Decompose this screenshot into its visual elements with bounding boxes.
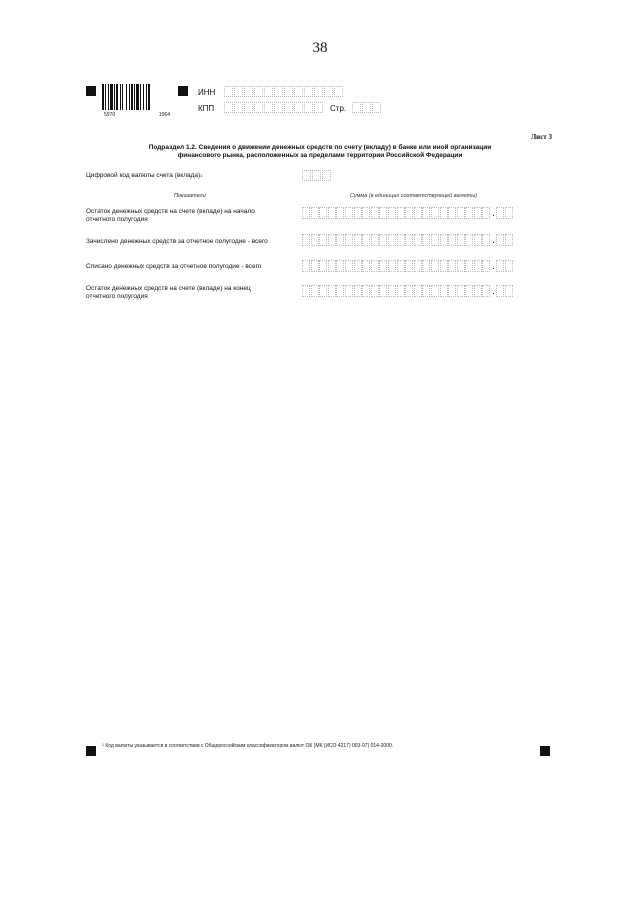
amount-integer-cell[interactable] (448, 234, 456, 246)
amount-integer-cell[interactable] (371, 234, 379, 246)
amount-fraction-cell[interactable] (505, 234, 513, 246)
amount-integer-cell[interactable] (482, 260, 490, 272)
amount-integer-cell[interactable] (388, 234, 396, 246)
amount-integer-cell[interactable] (440, 285, 448, 297)
row-debited-cells[interactable] (302, 260, 513, 272)
amount-fraction-cell[interactable] (496, 260, 504, 272)
amount-integer-cell[interactable] (405, 234, 413, 246)
amount-integer-cell[interactable] (397, 285, 405, 297)
row-label-line2: отчетного полугодия (86, 293, 148, 300)
amount-integer-cell[interactable] (440, 260, 448, 272)
registration-marker-bottom-left (86, 746, 96, 756)
amount-fraction-cell[interactable] (496, 285, 504, 297)
column-amount-heading: Сумма (в единицах соответствующей валюты) (350, 193, 478, 199)
amount-integer-cell[interactable] (362, 234, 370, 246)
inn-cells[interactable] (224, 86, 344, 97)
amount-integer-cell[interactable] (414, 207, 422, 219)
amount-integer-cell[interactable] (311, 285, 319, 297)
amount-integer-cell[interactable] (474, 207, 482, 219)
amount-integer-cell[interactable] (379, 207, 387, 219)
kpp-cells[interactable] (224, 102, 324, 113)
amount-integer-cell[interactable] (465, 234, 473, 246)
kpp-label: КПП (198, 104, 215, 113)
registration-marker-top-left (86, 86, 96, 96)
amount-fraction-cell[interactable] (505, 260, 513, 272)
amount-fraction-cell[interactable] (496, 234, 504, 246)
amount-integer-cell[interactable] (431, 260, 439, 272)
amount-integer-cell[interactable] (422, 260, 430, 272)
amount-integer-cell[interactable] (319, 207, 327, 219)
amount-integer-cell[interactable] (336, 260, 344, 272)
amount-integer-cell[interactable] (440, 207, 448, 219)
amount-integer-cell[interactable] (422, 285, 430, 297)
barcode-bar (120, 84, 121, 110)
amount-integer-cell[interactable] (457, 207, 465, 219)
row-label-line1: Остаток денежных средств на счете (вкладе) на начало (86, 208, 255, 215)
amount-integer-cell[interactable] (362, 260, 370, 272)
amount-integer-cell[interactable] (397, 207, 405, 219)
section-title-line1: Подраздел 1.2. Сведения о движении денежных средств по счету (вкладу) в банке или иной организации (148, 144, 492, 151)
amount-integer-cell[interactable] (302, 285, 310, 297)
amount-fraction-cell[interactable] (505, 285, 513, 297)
amount-integer-cell[interactable] (431, 285, 439, 297)
amount-integer-cell[interactable] (371, 207, 379, 219)
column-indicators-heading: Показатели (174, 193, 206, 199)
amount-integer-cell[interactable] (397, 234, 405, 246)
amount-integer-cell[interactable] (328, 234, 336, 246)
amount-integer-cell[interactable] (422, 207, 430, 219)
row-debited-label (86, 263, 306, 271)
barcode-bar (105, 84, 106, 110)
decimal-point: . (492, 286, 495, 297)
barcode-bar (140, 84, 141, 110)
barcode-bar (136, 84, 139, 110)
amount-integer-cell[interactable] (465, 207, 473, 219)
amount-integer-cell[interactable] (457, 234, 465, 246)
amount-integer-cell[interactable] (354, 285, 362, 297)
inn-label: ИНН (198, 88, 216, 97)
amount-integer-cell[interactable] (311, 260, 319, 272)
row-credited-cells[interactable] (302, 234, 513, 246)
amount-integer-cell[interactable] (482, 207, 490, 219)
amount-integer-cell[interactable] (388, 285, 396, 297)
amount-integer-cell[interactable] (474, 234, 482, 246)
barcode-bar (148, 84, 150, 110)
section-title (108, 144, 532, 160)
barcode-number-left: 5970 (104, 112, 116, 118)
amount-integer-cell[interactable] (345, 207, 353, 219)
barcode-bar (122, 84, 123, 110)
amount-fraction-cell[interactable] (496, 207, 504, 219)
amount-integer-cell[interactable] (379, 260, 387, 272)
amount-integer-cell[interactable] (311, 207, 319, 219)
amount-integer-cell[interactable] (379, 234, 387, 246)
amount-integer-cell[interactable] (302, 207, 310, 219)
amount-integer-cell[interactable] (482, 234, 490, 246)
amount-integer-cell[interactable] (362, 285, 370, 297)
barcode-bar (146, 84, 147, 110)
footnote (102, 743, 393, 749)
amount-integer-cell[interactable] (371, 260, 379, 272)
amount-integer-cell[interactable] (388, 207, 396, 219)
currency-code-label (86, 172, 306, 180)
row-credited-label (86, 238, 306, 246)
amount-integer-cell[interactable] (345, 234, 353, 246)
amount-integer-cell[interactable] (465, 260, 473, 272)
registration-marker-top (178, 86, 188, 96)
amount-integer-cell[interactable] (422, 234, 430, 246)
barcode-numbers (104, 112, 170, 118)
footnote-text: Код валюты указывается в соответствии с Общероссийским классификатором валют ОК (МК (ИСО 4217) 003-97) 014-2000. (105, 743, 394, 749)
row-opening-balance-label (86, 208, 306, 224)
decimal-point: . (492, 208, 495, 219)
amount-integer-cell[interactable] (302, 234, 310, 246)
barcode-bar (134, 84, 135, 110)
currency-code-cells[interactable] (302, 170, 332, 181)
amount-integer-cell[interactable] (405, 207, 413, 219)
row-closing-balance-cells[interactable] (302, 285, 513, 297)
barcode-bar (108, 84, 109, 110)
amount-integer-cell[interactable] (448, 285, 456, 297)
row-label-line1: Зачислено денежных средств за отчетное полугодие - всего (86, 238, 268, 245)
barcode-bar (126, 84, 127, 110)
barcode-bar (114, 84, 115, 110)
amount-integer-cell[interactable] (354, 207, 362, 219)
amount-integer-cell[interactable] (319, 285, 327, 297)
row-closing-balance-label (86, 285, 306, 301)
barcode-bar (116, 84, 118, 110)
barcode-bar (102, 84, 104, 110)
amount-integer-cell[interactable] (345, 285, 353, 297)
footnote-mark: 1 (200, 173, 203, 178)
amount-integer-cell[interactable] (319, 260, 327, 272)
amount-fraction-cell[interactable] (505, 207, 513, 219)
footnote-mark: 1 (102, 743, 104, 747)
barcode-bar (129, 84, 130, 110)
barcode-bars (102, 84, 170, 110)
amount-integer-cell[interactable] (328, 260, 336, 272)
amount-integer-cell[interactable] (474, 260, 482, 272)
amount-integer-cell[interactable] (362, 207, 370, 219)
amount-integer-cell[interactable] (319, 234, 327, 246)
barcode-number-right: 1064 (158, 112, 170, 118)
registration-marker-bottom-right (540, 746, 550, 756)
page-number: 38 (312, 40, 328, 56)
amount-integer-cell[interactable] (448, 207, 456, 219)
page-cells[interactable] (352, 102, 382, 113)
amount-integer-cell[interactable] (371, 285, 379, 297)
row-label-line2: отчетного полугодия (86, 216, 148, 223)
amount-integer-cell[interactable] (405, 260, 413, 272)
amount-integer-cell[interactable] (311, 234, 319, 246)
amount-integer-cell[interactable] (354, 234, 362, 246)
section-title-line2: финансового рынка, расположенных за пределами территории Российской Федерации (177, 152, 463, 159)
amount-integer-cell[interactable] (354, 260, 362, 272)
amount-integer-cell[interactable] (379, 285, 387, 297)
amount-integer-cell[interactable] (474, 285, 482, 297)
row-label-line1: Остаток денежных средств на счете (вкладе) на конец (86, 285, 251, 292)
amount-integer-cell[interactable] (414, 234, 422, 246)
barcode-bar (143, 84, 144, 110)
amount-integer-cell[interactable] (457, 260, 465, 272)
amount-integer-cell[interactable] (448, 260, 456, 272)
amount-integer-cell[interactable] (328, 285, 336, 297)
amount-integer-cell[interactable] (431, 234, 439, 246)
amount-integer-cell[interactable] (482, 285, 490, 297)
amount-integer-cell[interactable] (414, 260, 422, 272)
sheet-label: Лист 3 (530, 133, 552, 141)
amount-integer-cell[interactable] (336, 285, 344, 297)
amount-integer-cell[interactable] (457, 285, 465, 297)
amount-integer-cell[interactable] (302, 260, 310, 272)
amount-integer-cell[interactable] (465, 285, 473, 297)
currency-code-label-text: Цифровой код валюты счета (вклада) (86, 172, 201, 179)
amount-integer-cell[interactable] (328, 207, 336, 219)
amount-integer-cell[interactable] (388, 260, 396, 272)
decimal-point: . (492, 261, 495, 272)
barcode-bar (131, 84, 133, 110)
row-label-line1: Списано денежных средств за отчетное полугодие - всего (86, 263, 262, 270)
page-label: Стр. (330, 104, 347, 113)
amount-integer-cell[interactable] (345, 260, 353, 272)
row-opening-balance-cells[interactable] (302, 207, 513, 219)
amount-integer-cell[interactable] (397, 260, 405, 272)
amount-integer-cell[interactable] (431, 207, 439, 219)
barcode-bar (110, 84, 113, 110)
decimal-point: . (492, 235, 495, 246)
amount-integer-cell[interactable] (414, 285, 422, 297)
amount-integer-cell[interactable] (405, 285, 413, 297)
amount-integer-cell[interactable] (440, 234, 448, 246)
amount-integer-cell[interactable] (336, 207, 344, 219)
amount-integer-cell[interactable] (336, 234, 344, 246)
